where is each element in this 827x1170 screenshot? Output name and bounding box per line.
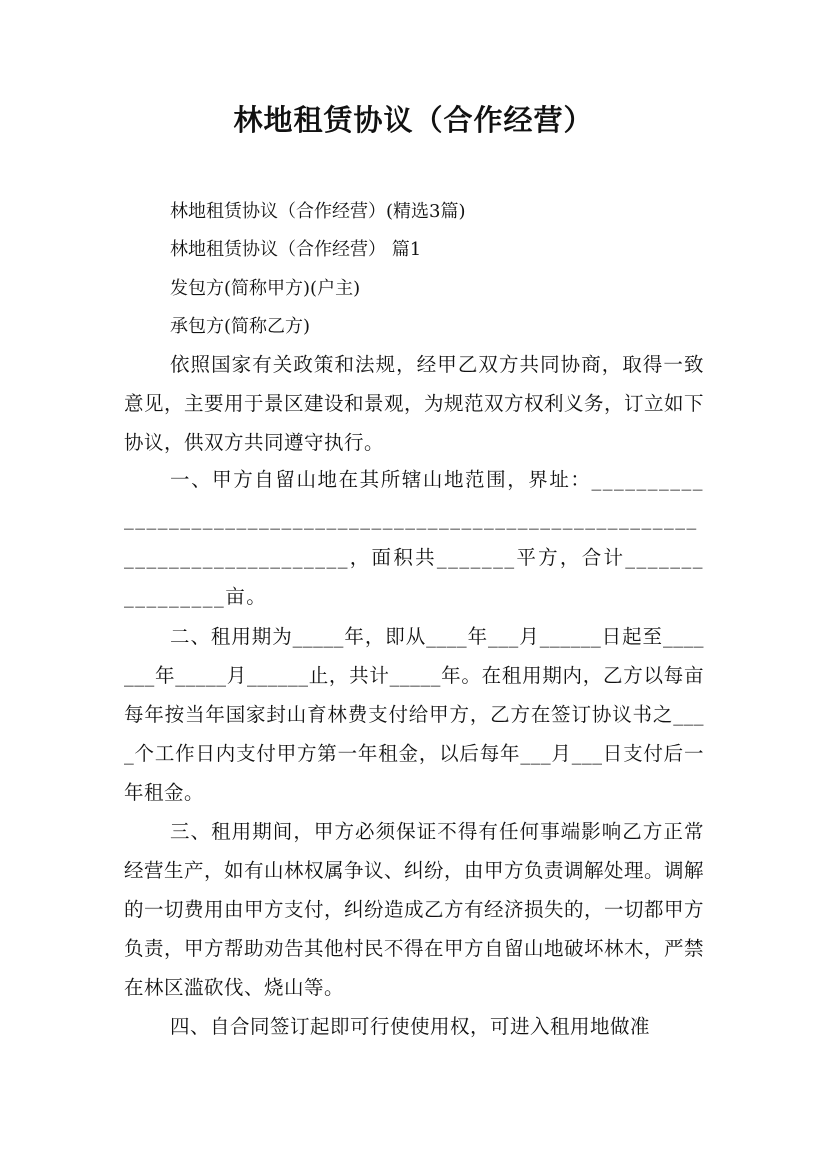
paragraph-article-3: 三、租用期间，甲方必须保证不得有任何事端影响乙方正常经营生产，如有山林权属争议、纠纷，由甲方负责调解处理。调解的一切费用由甲方支付，纠纷造成乙方有经济损失的，一切都甲方负责，甲方帮助劝告其他村民不得在甲方自留山地破坏林木，严禁在林区滥砍伐、烧山等。 xyxy=(124,820,705,999)
paragraph-preamble: 依照国家有关政策和法规，经甲乙双方共同协商，取得一致意见，主要用于景区建设和景观，为规范双方权利义务，订立如下协议，供双方共同遵守执行。 xyxy=(124,353,705,454)
intro-line-article-heading: 林地租赁协议（合作经营） 篇1 xyxy=(170,239,422,260)
document-title: 林地租赁协议（合作经营） xyxy=(233,103,594,137)
paragraph-article-2: 二、租用期为_____年，即从____年___月______日起至_______年_____月______止，共计_____年。在租用期内，乙方以每亩每年按当年国家封山育林费支付给甲方，乙方在签订协议书之____个工作日内支付甲方第一年租金，以后每年___月___日支付后一年租金。 xyxy=(124,625,704,804)
intro-line-collection-title: 林地租赁协议（合作经营）(精选3篇) xyxy=(170,201,466,222)
intro-line-party-a: 发包方(简称甲方)(户主) xyxy=(170,278,361,299)
paragraph-article-4: 四、自合同签订起即可行使使用权，可进入租用地做准 xyxy=(170,1015,651,1038)
intro-line-party-b: 承包方(简称乙方) xyxy=(170,316,311,337)
paragraph-article-1: 一、甲方自留山地在其所辖山地范围，界址：_________________________________________________________________________________，面积共_______平方，合计________________亩。 xyxy=(124,468,704,608)
